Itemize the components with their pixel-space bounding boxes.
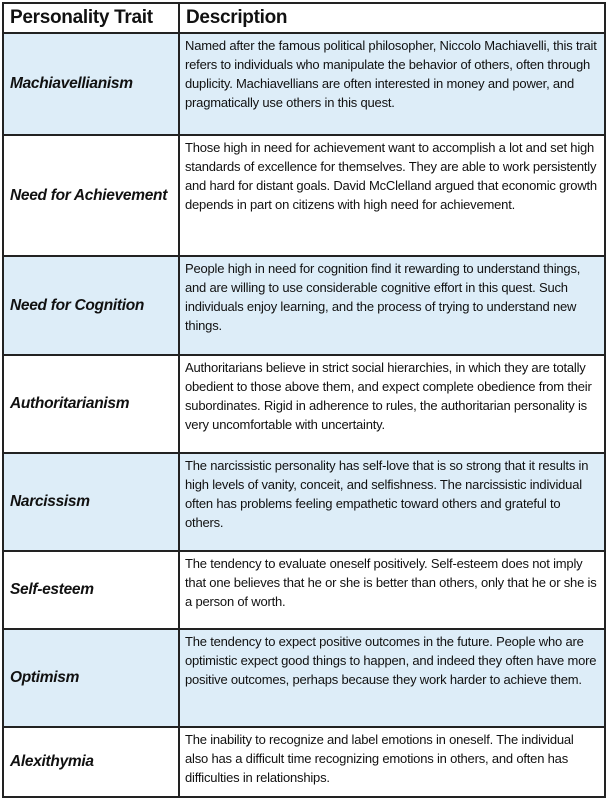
trait-name: Machiavellianism bbox=[3, 33, 179, 135]
header-description: Description bbox=[179, 3, 605, 33]
table-row bbox=[3, 355, 605, 453]
trait-description: Named after the famous political philosopher, Niccolo Machiavelli, this trait refers to individuals who manipulate the behavior of others, often through duplicity. Machiavellians are often interested in money and power, and pragmatically use others in this quest. bbox=[179, 33, 605, 135]
trait-description: The tendency to expect positive outcomes in the future. People who are optimistic expect good things to happen, and indeed they often have more positive outcomes, perhaps because they work harder to achieve them. bbox=[179, 629, 605, 727]
trait-description: The tendency to evaluate oneself positively. Self-esteem does not imply that one believes that he or she is better than others, only that he or she is a person of worth. bbox=[179, 551, 605, 629]
trait-description: Those high in need for achievement want to accomplish a lot and set high standards of excellence for themselves. They are able to work persistently and hard for distant goals. David McClelland argued that economic growth depends in part on citizens with high need for achievement. bbox=[179, 135, 605, 256]
trait-name: Narcissism bbox=[3, 453, 179, 551]
table-row bbox=[3, 629, 605, 727]
trait-name: Self-esteem bbox=[3, 551, 179, 629]
trait-description: Authoritarians believe in strict social hierarchies, in which they are totally obedient to those above them, and expect complete obedience from their subordinates. Rigid in adherence to rules, the authoritarian personality is very uncomfortable with uncertainty. bbox=[179, 355, 605, 453]
trait-name: Need for Cognition bbox=[3, 256, 179, 355]
table-row bbox=[3, 256, 605, 355]
table-row bbox=[3, 135, 605, 256]
table-row bbox=[3, 453, 605, 551]
trait-description: People high in need for cognition find it rewarding to understand things, and are willing to use considerable cognitive effort in this quest. Such individuals enjoy learning, and the process of trying to understand new things. bbox=[179, 256, 605, 355]
header-personality-trait: Personality Trait bbox=[3, 3, 179, 33]
table-header-row bbox=[3, 3, 605, 33]
trait-name: Authoritarianism bbox=[3, 355, 179, 453]
trait-description: The inability to recognize and label emotions in oneself. The individual also has a difficult time recognizing emotions in others, and often has difficulties in relationships. bbox=[179, 727, 605, 797]
personality-traits-document bbox=[2, 2, 604, 798]
table-row bbox=[3, 727, 605, 797]
trait-name: Alexithymia bbox=[3, 727, 179, 797]
trait-name: Need for Achievement bbox=[3, 135, 179, 256]
personality-traits-table bbox=[2, 2, 606, 798]
trait-description: The narcissistic personality has self-love that is so strong that it results in high levels of vanity, conceit, and selfishness. The narcissistic individual often has problems feeling empathetic toward others and grateful to others. bbox=[179, 453, 605, 551]
table-row bbox=[3, 551, 605, 629]
table-row bbox=[3, 33, 605, 135]
trait-name: Optimism bbox=[3, 629, 179, 727]
